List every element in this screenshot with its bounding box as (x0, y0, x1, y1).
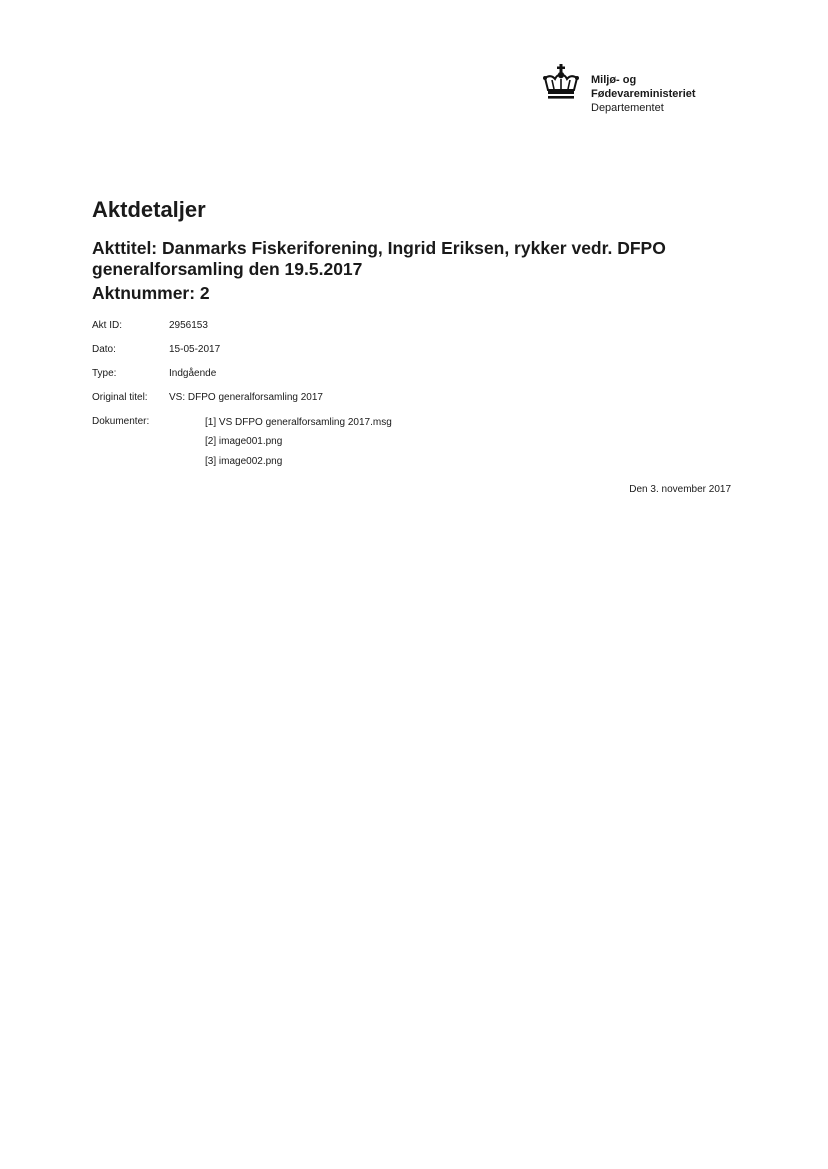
document-item-1: [1] VS DFPO generalforsamling 2017.msg (205, 417, 392, 428)
crown-icon (541, 64, 581, 102)
field-label: Original titel: (92, 392, 148, 403)
logo-line-2: Fødevareministeriet (591, 88, 696, 100)
akt-number: Aktnummer: 2 (92, 283, 210, 303)
field-value: Indgående (169, 368, 217, 379)
field-value: VS: DFPO generalforsamling 2017 (169, 392, 323, 403)
field-value: 15-05-2017 (169, 344, 221, 355)
ministry-logo (541, 64, 741, 120)
akt-title: Akttitel: Danmarks Fiskeriforening, Ingrid Eriksen, rykker vedr. DFPO generalforsamling den 19.5.2017 (92, 238, 666, 279)
document-item-2: [2] image001.png (205, 436, 283, 447)
field-label: Dato: (92, 344, 116, 355)
logo-line-3: Departementet (591, 102, 664, 114)
field-label: Dokumenter: (92, 416, 150, 427)
field-value: 2956153 (169, 320, 208, 331)
field-label: Akt ID: (92, 320, 123, 331)
logo-line-1: Miljø- og (591, 74, 637, 86)
field-label: Type: (92, 368, 117, 379)
page-title: Aktdetaljer (92, 197, 206, 222)
document-item-3: [3] image002.png (205, 456, 283, 467)
document-date: Den 3. november 2017 (629, 484, 731, 495)
